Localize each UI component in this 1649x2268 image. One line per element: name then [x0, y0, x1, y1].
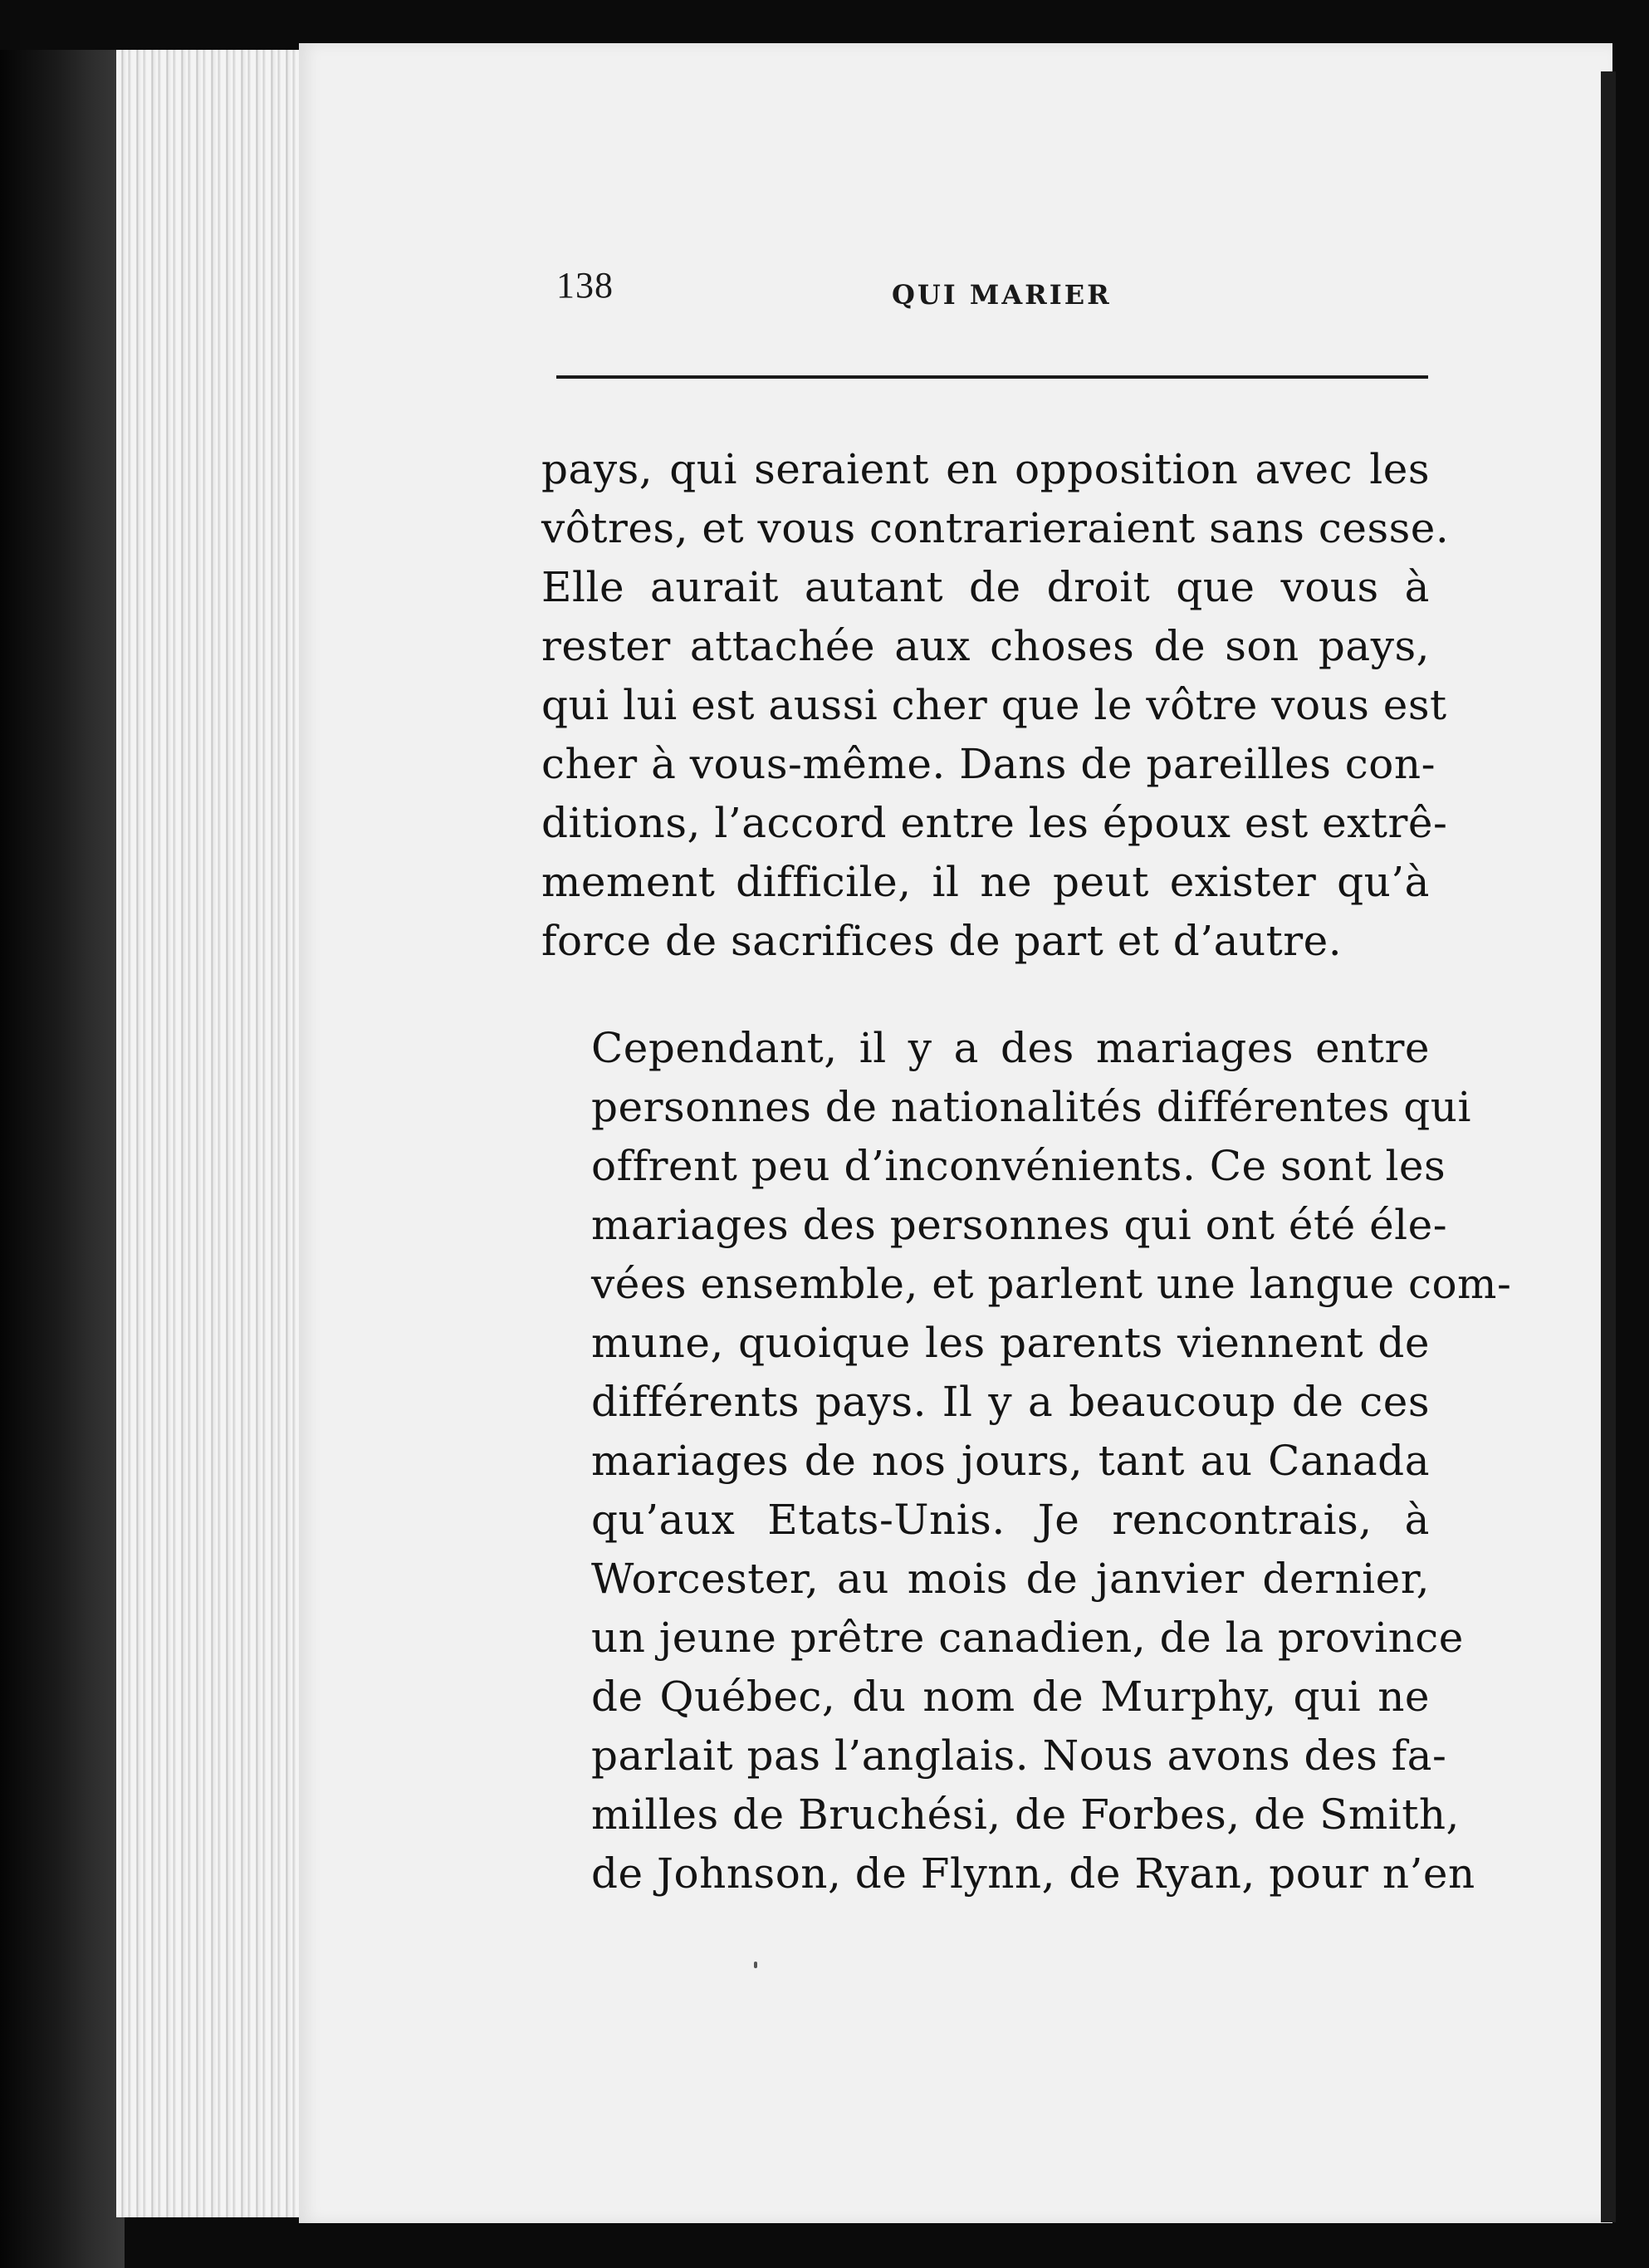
text-line: offrent peu d’inconvénients. Ce sont les	[591, 1142, 1446, 1190]
text-line: vées ensemble, et parlent une langue com-	[591, 1260, 1512, 1308]
right-page-edge	[1601, 71, 1616, 2222]
text-line: pays, qui seraient en opposition avec les	[541, 445, 1430, 493]
text-line: qui lui est aussi cher que le vôtre vous est	[541, 681, 1447, 729]
text-line: force de sacrifices de part et d’autre.	[541, 917, 1343, 965]
text-line: parlait pas l’anglais. Nous avons des fa-	[591, 1732, 1447, 1780]
text-line: un jeune prêtre canadien, de la province	[591, 1614, 1464, 1662]
text-line: mement difficile, il ne peut exister qu’à	[541, 858, 1430, 906]
text-line: Cependant, il y a des mariages entre	[591, 1024, 1430, 1072]
scan-speck	[754, 1962, 757, 1968]
page-edges	[116, 50, 316, 2217]
text-line: rester attachée aux choses de son pays,	[541, 622, 1430, 670]
text-line: personnes de nationalités différentes qui	[591, 1083, 1471, 1131]
body-text	[541, 440, 1512, 1903]
text-line: mune, quoique les parents viennent de	[591, 1319, 1430, 1367]
text-line: vôtres, et vous contrarieraient sans cesse.	[541, 504, 1450, 552]
text-line: de Johnson, de Flynn, de Ryan, pour n’en	[591, 1849, 1475, 1898]
book-binding	[0, 50, 125, 2268]
text-line: mariages des personnes qui ont été éle-	[591, 1201, 1448, 1249]
text-line: qu’aux Etats-Unis. Je rencontrais, à	[591, 1496, 1430, 1544]
page-header	[556, 264, 1428, 339]
text-line: milles de Bruchési, de Forbes, de Smith,	[591, 1790, 1460, 1839]
text-line: ditions, l’accord entre les époux est extrê-	[541, 799, 1448, 847]
paragraph-2	[541, 1019, 1512, 1903]
paragraph-1	[541, 440, 1450, 971]
text-line: différents pays. Il y a beaucoup de ces	[591, 1378, 1430, 1426]
header-rule	[556, 375, 1428, 379]
running-title: QUI MARIER	[892, 279, 1112, 311]
text-line: Worcester, au mois de janvier dernier,	[591, 1555, 1430, 1603]
text-line: cher à vous-même. Dans de pareilles con-	[541, 740, 1436, 788]
text-line: mariages de nos jours, tant au Canada	[591, 1437, 1430, 1485]
page-number: 138	[556, 265, 614, 306]
text-line: de Québec, du nom de Murphy, qui ne	[591, 1673, 1430, 1721]
text-line: Elle aurait autant de droit que vous à	[541, 563, 1430, 611]
